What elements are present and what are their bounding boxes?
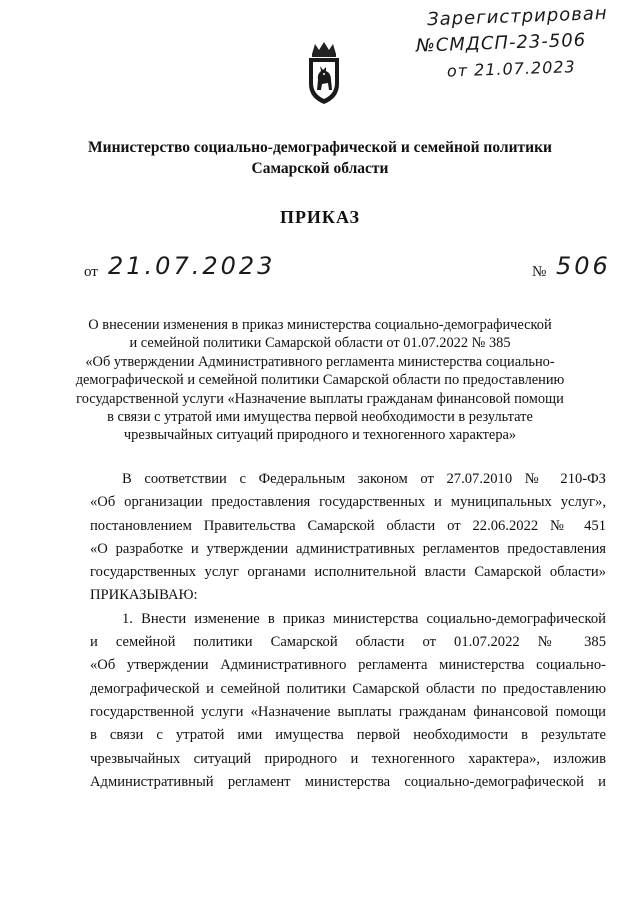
samara-coat-of-arms-icon [304, 40, 344, 106]
handwritten-number: 506 [556, 252, 611, 280]
subject-line: чрезвычайных ситуаций природного и техногенного характера» [123, 427, 517, 444]
body-line: Административный регламент министерства социально-демографической и [90, 773, 606, 790]
order-body [90, 468, 606, 794]
body-line: «Об организации предоставления государственных и муниципальных услуг», [90, 494, 606, 511]
registration-note-line: от 21.07.2023 [446, 57, 577, 81]
subject-line: демографической и семейной политики Самарской области по предоставлению [75, 372, 565, 389]
handwritten-date: 21.07.2023 [108, 252, 276, 280]
body-line: «Об утверждении Административного регламента министерства социально- [90, 657, 606, 674]
ministry-name-line: Самарской области [251, 160, 389, 177]
registration-note-line: Зарегистрирован [426, 2, 608, 31]
body-line: государственной услуги «Назначение выплаты гражданам финансовой помощи [90, 703, 606, 720]
subject-line: «Об утверждении Административного регламента министерства социально- [85, 353, 555, 370]
registration-note-line: №СМДСП-23-506 [415, 29, 587, 57]
order-subject [0, 316, 640, 445]
body-line: ПРИКАЗЫВАЮ: [90, 587, 198, 604]
registration-handwritten-note [415, 0, 628, 85]
body-line: в связи с утратой ими имущества первой необходимости в результате [90, 727, 606, 744]
body-line: чрезвычайных ситуаций природного и техногенного характера», изложив [90, 750, 606, 767]
body-line: демографической и семейной политики Самарской области по предоставлению [90, 680, 606, 697]
number-prefix: № [532, 264, 547, 280]
body-line: и семейной политики Самарской области от 01.07.2022 № 385 [90, 634, 606, 651]
subject-line: О внесении изменения в приказ министерства социально-демографической [88, 317, 552, 333]
ministry-name [0, 137, 640, 179]
order-date-number-row [84, 252, 611, 286]
body-line: «О разработке и утверждении административных регламентов предоставления [90, 540, 606, 557]
subject-line: и семейной политики Самарской области от 01.07.2022 № 385 [129, 335, 511, 352]
body-line: В соответствии с Федеральным законом от 27.07.2010 № 210-ФЗ [122, 471, 606, 487]
subject-line: государственной услуги «Назначение выплаты гражданам финансовой помощи [76, 390, 564, 407]
date-prefix: от [84, 264, 98, 280]
ministry-name-line: Министерство социально-демографической и семейной политики [88, 139, 552, 156]
subject-line: в связи с утратой ими имущества первой необходимости в результате [107, 409, 533, 426]
body-line: государственных услуг органами исполнительной власти Самарской области» [90, 564, 606, 581]
body-line: постановлением Правительства Самарской области от 22.06.2022 № 451 [90, 517, 606, 534]
body-line: 1. Внести изменение в приказ министерства социально-демографической [122, 610, 606, 627]
document-type-title: ПРИКАЗ [279, 207, 361, 227]
